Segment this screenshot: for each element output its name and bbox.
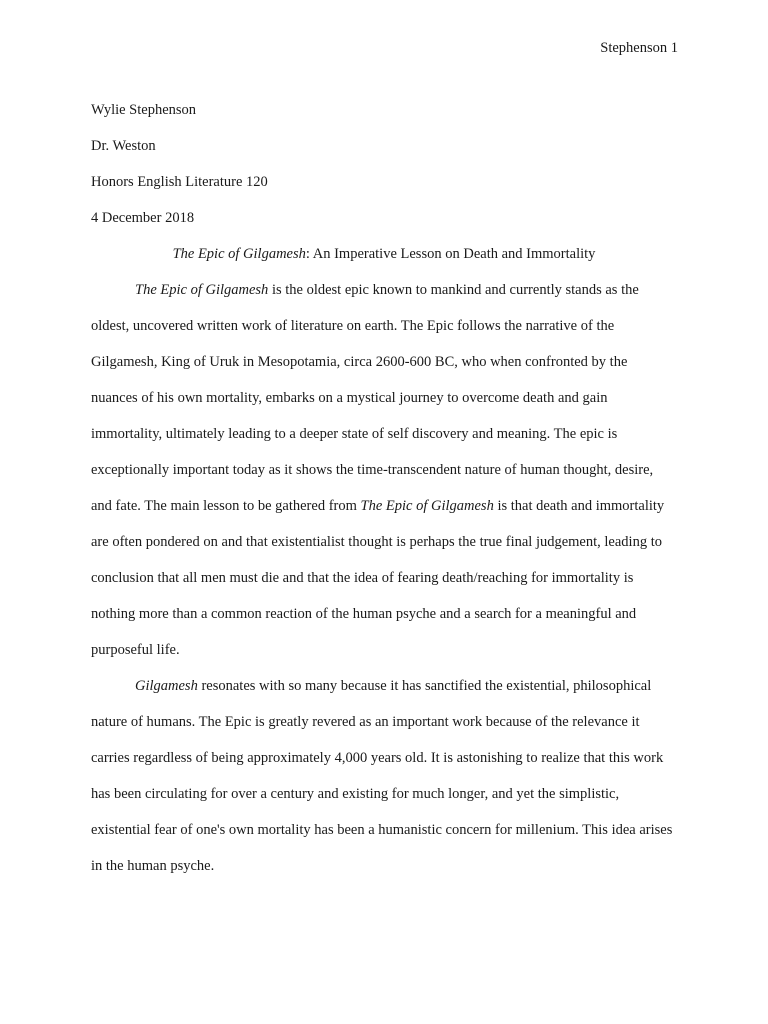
essay-body xyxy=(91,92,677,884)
course-name: Honors English Literature 120 xyxy=(91,174,268,190)
running-head: Stephenson 1 xyxy=(600,40,678,56)
author-name: Wylie Stephenson xyxy=(91,102,197,118)
paragraph-1-italic-lead: The Epic of Gilgamesh xyxy=(135,282,269,298)
essay-date: 4 December 2018 xyxy=(91,210,195,226)
essay-title xyxy=(91,236,677,272)
paragraph-1-text-a: is the oldest epic known to mankind and currently stands as the oldest, uncovered written work of literature on earth. The Epic follows the narrative of the Gilgamesh, King of Uruk in Mesopotamia, circa 2600-600 BC, who when confronted by the nuances of his own mortality, embarks on a mystical journey to overcome death and gain immortality, ultimately leading to a deeper state of self discovery and meaning. The epic is exceptionally important today as it shows the time-transcendent nature of human thought, desire, and fate. The main lesson to be gathered from xyxy=(91,282,654,514)
essay-title-italic: The Epic of Gilgamesh xyxy=(172,246,306,262)
essay-title-rest: : An Imperative Lesson on Death and Immortality xyxy=(305,246,596,262)
instructor-name: Dr. Weston xyxy=(91,138,156,154)
paragraph-2-italic-lead: Gilgamesh xyxy=(135,678,198,694)
paragraph-2 xyxy=(91,668,677,884)
paragraph-1 xyxy=(91,272,677,668)
paragraph-1-italic-mid: The Epic of Gilgamesh xyxy=(360,498,494,514)
paragraph-2-text: resonates with so many because it has sanctified the existential, philosophical nature of humans. The Epic is greatly revered as an important work because of the relevance it carries regardless of being approximately 4,000 years old. It is astonishing to realize that this work has been circulating for over a century and existing for much longer, and yet the simplistic, existential fear of one's own mortality has been a humanistic concern for millenium. This idea arises in the human psyche. xyxy=(91,678,673,874)
paragraph-1-text-b: is that death and immortality are often pondered on and that existentialist thought is perhaps the true final judgement, leading to conclusion that all men must die and that the idea of fearing death/reaching for immortality is nothing more than a common reaction of the human psyche and a search for a meaningful and purposeful life. xyxy=(91,498,665,658)
